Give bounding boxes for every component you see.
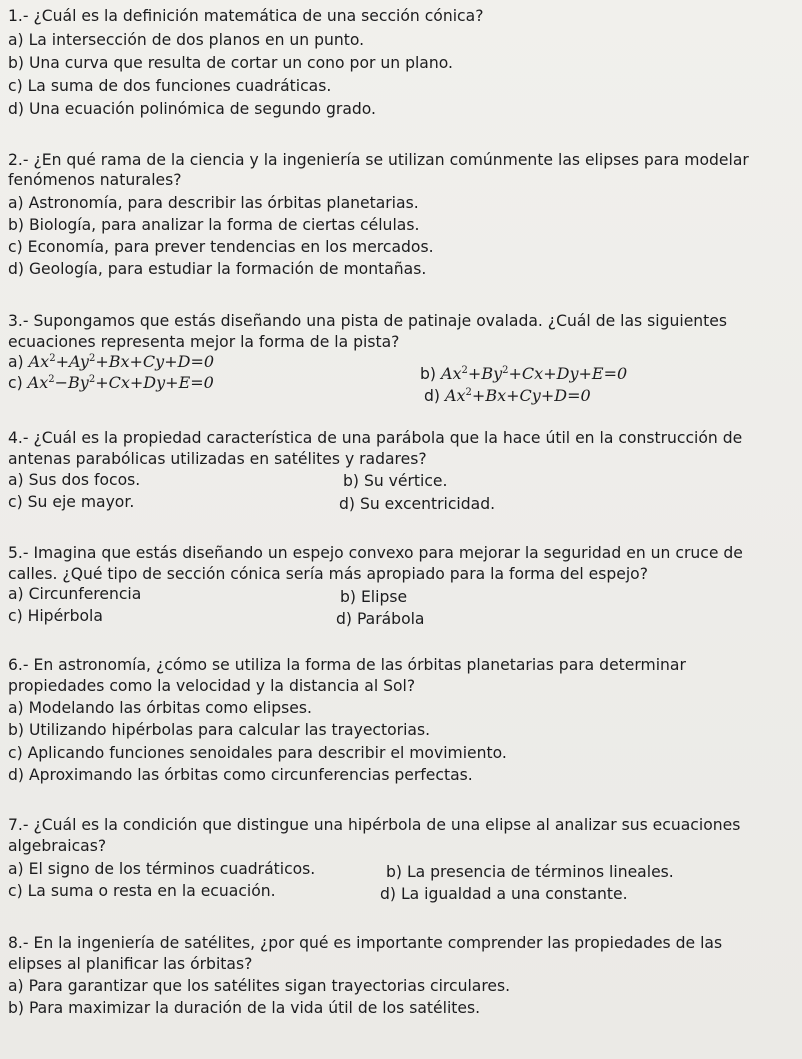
option-letter: c) [8,374,23,392]
question-6-option-c: c) Aplicando funciones senoidales para describir el movimiento. [8,744,507,762]
question-3-option-c [8,373,214,393]
question-3-option-d [424,386,591,406]
question-3-option-a [8,352,214,372]
question-8-option-a: a) Para garantizar que los satélites sigan trayectorias circulares. [8,977,511,995]
question-6-stem-line-1: 6.- En astronomía, ¿cómo se utiliza la forma de las órbitas planetarias para determinar [8,656,686,674]
question-8-stem-line-2: elipses al planificar las órbitas? [8,955,253,973]
equation-a: $Ax^2+Ay^2+Bx+Cy+D=0$ [28,352,215,371]
question-2-option-a: a) Astronomía, para describir las órbitas planetarias. [8,194,419,212]
question-7-option-a: a) El signo de los términos cuadráticos. [8,860,316,878]
question-4-option-a: a) Sus dos focos. [8,471,141,489]
question-5-option-c: c) Hipérbola [8,607,103,625]
question-7-option-d: d) La igualdad a una constante. [380,885,628,903]
question-8-stem-line-1: 8.- En la ingeniería de satélites, ¿por qué es importante comprender las propiedades de las [8,934,723,952]
equation-d: $Ax^2+Bx+Cy+D=0$ [444,386,591,405]
question-5-stem-line-2: calles. ¿Qué tipo de sección cónica sería más apropiado para la forma del espejo? [8,565,648,583]
question-5-option-b: b) Elipse [340,588,408,606]
question-1-option-b: b) Una curva que resulta de cortar un cono por un plano. [8,54,453,72]
question-7-stem-line-2: algebraicas? [8,837,107,855]
option-letter: a) [8,353,24,371]
question-6-stem-line-2: propiedades como la velocidad y la distancia al Sol? [8,677,416,695]
question-1-option-d: d) Una ecuación polinómica de segundo grado. [8,100,376,118]
question-7-option-c: c) La suma o resta en la ecuación. [8,882,276,900]
question-4-option-c: c) Su eje mayor. [8,493,135,511]
question-2-option-d: d) Geología, para estudiar la formación de montañas. [8,260,427,278]
question-5-option-a: a) Circunferencia [8,585,142,603]
question-5-option-d: d) Parábola [336,610,425,628]
question-8-option-b: b) Para maximizar la duración de la vida útil de los satélites. [8,999,481,1017]
question-3-option-b [420,364,627,384]
question-4-option-b: b) Su vértice. [343,472,448,490]
question-3-stem-line-2: ecuaciones representa mejor la forma de la pista? [8,333,400,351]
question-1-option-c: c) La suma de dos funciones cuadráticas. [8,77,332,95]
equation-b: $Ax^2+By^2+Cx+Dy+E=0$ [440,364,628,383]
question-7-option-b: b) La presencia de términos lineales. [386,863,674,881]
question-4-option-d: d) Su excentricidad. [339,495,496,513]
question-4-stem-line-1: 4.- ¿Cuál es la propiedad característica de una parábola que la hace útil en la construcción de [8,429,743,447]
equation-c: $Ax^2-By^2+Cx+Dy+E=0$ [27,373,214,392]
option-letter: b) [420,365,436,383]
question-3-stem-line-1: 3.- Supongamos que estás diseñando una pista de patinaje ovalada. ¿Cuál de las siguientes [8,312,728,330]
question-1-stem: 1.- ¿Cuál es la definición matemática de una sección cónica? [8,7,484,25]
question-2-stem-line-2: fenómenos naturales? [8,171,182,189]
question-2-stem-line-1: 2.- ¿En qué rama de la ciencia y la ingeniería se utilizan comúnmente las elipses para modelar [8,151,749,169]
question-4-stem-line-2: antenas parabólicas utilizadas en satélites y radares? [8,450,427,468]
option-letter: d) [424,387,440,405]
question-2-option-c: c) Economía, para prever tendencias en los mercados. [8,238,434,256]
question-5-stem-line-1: 5.- Imagina que estás diseñando un espejo convexo para mejorar la seguridad en un cruce de [8,544,743,562]
question-6-option-d: d) Aproximando las órbitas como circunferencias perfectas. [8,766,473,784]
question-7-stem-line-1: 7.- ¿Cuál es la condición que distingue una hipérbola de una elipse al analizar sus ecuaciones [8,816,741,834]
question-2-option-b: b) Biología, para analizar la forma de ciertas células. [8,216,420,234]
question-6-option-a: a) Modelando las órbitas como elipses. [8,699,312,717]
question-6-option-b: b) Utilizando hipérbolas para calcular las trayectorias. [8,721,431,739]
question-1-option-a: a) La intersección de dos planos en un punto. [8,31,365,49]
